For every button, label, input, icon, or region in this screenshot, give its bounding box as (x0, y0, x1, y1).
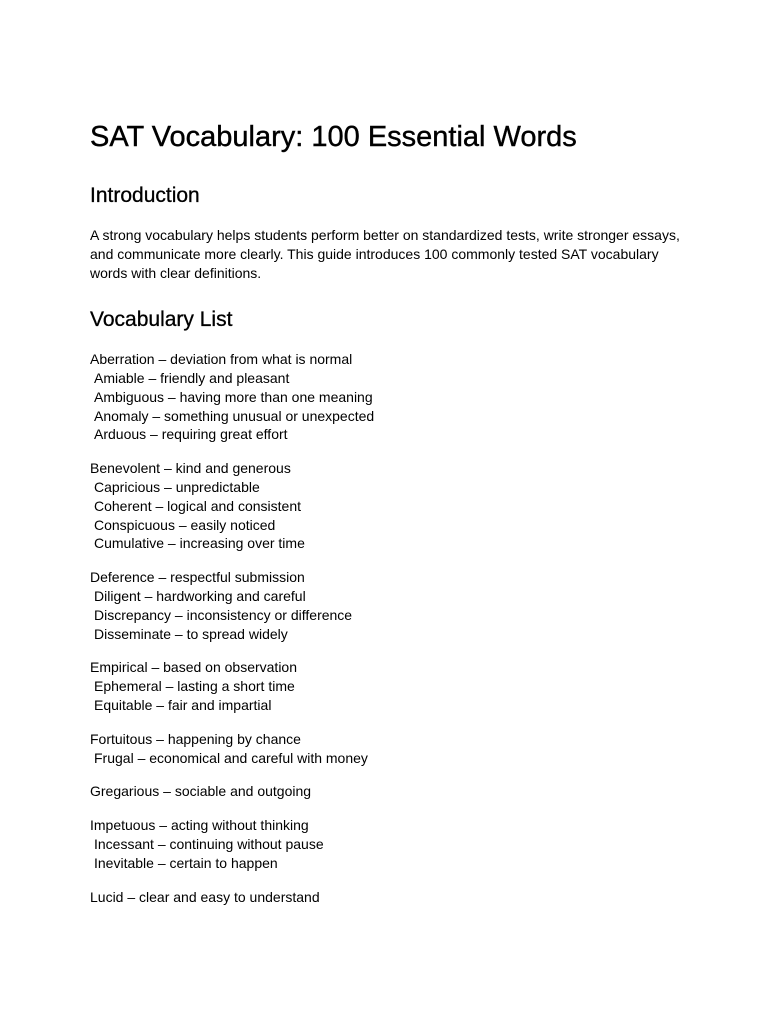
vocabulary-entry: Disseminate – to spread widely (94, 625, 288, 642)
vocabulary-entry: Frugal – economical and careful with money (94, 749, 368, 766)
vocabulary-entry: Aberration – deviation from what is normal (90, 351, 353, 368)
vocabulary-entry: Gregarious – sociable and outgoing (90, 783, 312, 800)
vocabulary-group (90, 816, 690, 872)
vocabulary-entry: Ephemeral – lasting a short time (94, 678, 295, 695)
vocabulary-group (90, 888, 690, 907)
vocabulary-entry: Conspicuous – easily noticed (94, 516, 276, 533)
vocabulary-entry: Amiable – friendly and pleasant (94, 369, 290, 386)
vocabulary-entry: Deference – respectful submission (90, 569, 305, 586)
vocabulary-group (90, 568, 690, 643)
vocabulary-group (90, 730, 690, 768)
vocabulary-entry: Inevitable – certain to happen (94, 854, 278, 871)
vocabulary-entry: Capricious – unpredictable (94, 478, 260, 495)
vocabulary-list (90, 350, 690, 906)
vocabulary-group (90, 782, 690, 801)
vocabulary-entry: Empirical – based on observation (90, 659, 298, 676)
vocabulary-list-heading: Vocabulary List (90, 307, 233, 331)
vocabulary-entry: Ambiguous – having more than one meaning (94, 388, 373, 405)
intro-heading: Introduction (90, 183, 200, 207)
vocabulary-group (90, 459, 690, 553)
vocabulary-entry: Fortuitous – happening by chance (90, 730, 301, 747)
vocabulary-entry: Coherent – logical and consistent (94, 497, 302, 514)
vocabulary-entry: Anomaly – something unusual or unexpected (94, 407, 375, 424)
vocabulary-entry: Incessant – continuing without pause (94, 835, 324, 852)
document-title: SAT Vocabulary: 100 Essential Words (90, 121, 577, 153)
vocabulary-entry: Impetuous – acting without thinking (90, 817, 309, 834)
vocabulary-entry: Benevolent – kind and generous (90, 460, 291, 477)
vocabulary-entry: Discrepancy – inconsistency or difference (94, 606, 353, 623)
document-page (90, 120, 690, 921)
vocabulary-entry: Cumulative – increasing over time (94, 535, 305, 552)
vocabulary-group (90, 350, 690, 444)
vocabulary-entry: Equitable – fair and impartial (94, 696, 272, 713)
vocabulary-entry: Arduous – requiring great effort (94, 426, 288, 443)
vocabulary-entry: Diligent – hardworking and careful (94, 587, 306, 604)
vocabulary-entry: Lucid – clear and easy to understand (90, 888, 320, 905)
vocabulary-group (90, 658, 690, 714)
intro-paragraph: A strong vocabulary helps students perform better on standardized tests, write stronger essays, and communicate more clearly. This guide introduces 100 commonly tested SAT vocabulary words with clear definitions. (90, 226, 680, 281)
